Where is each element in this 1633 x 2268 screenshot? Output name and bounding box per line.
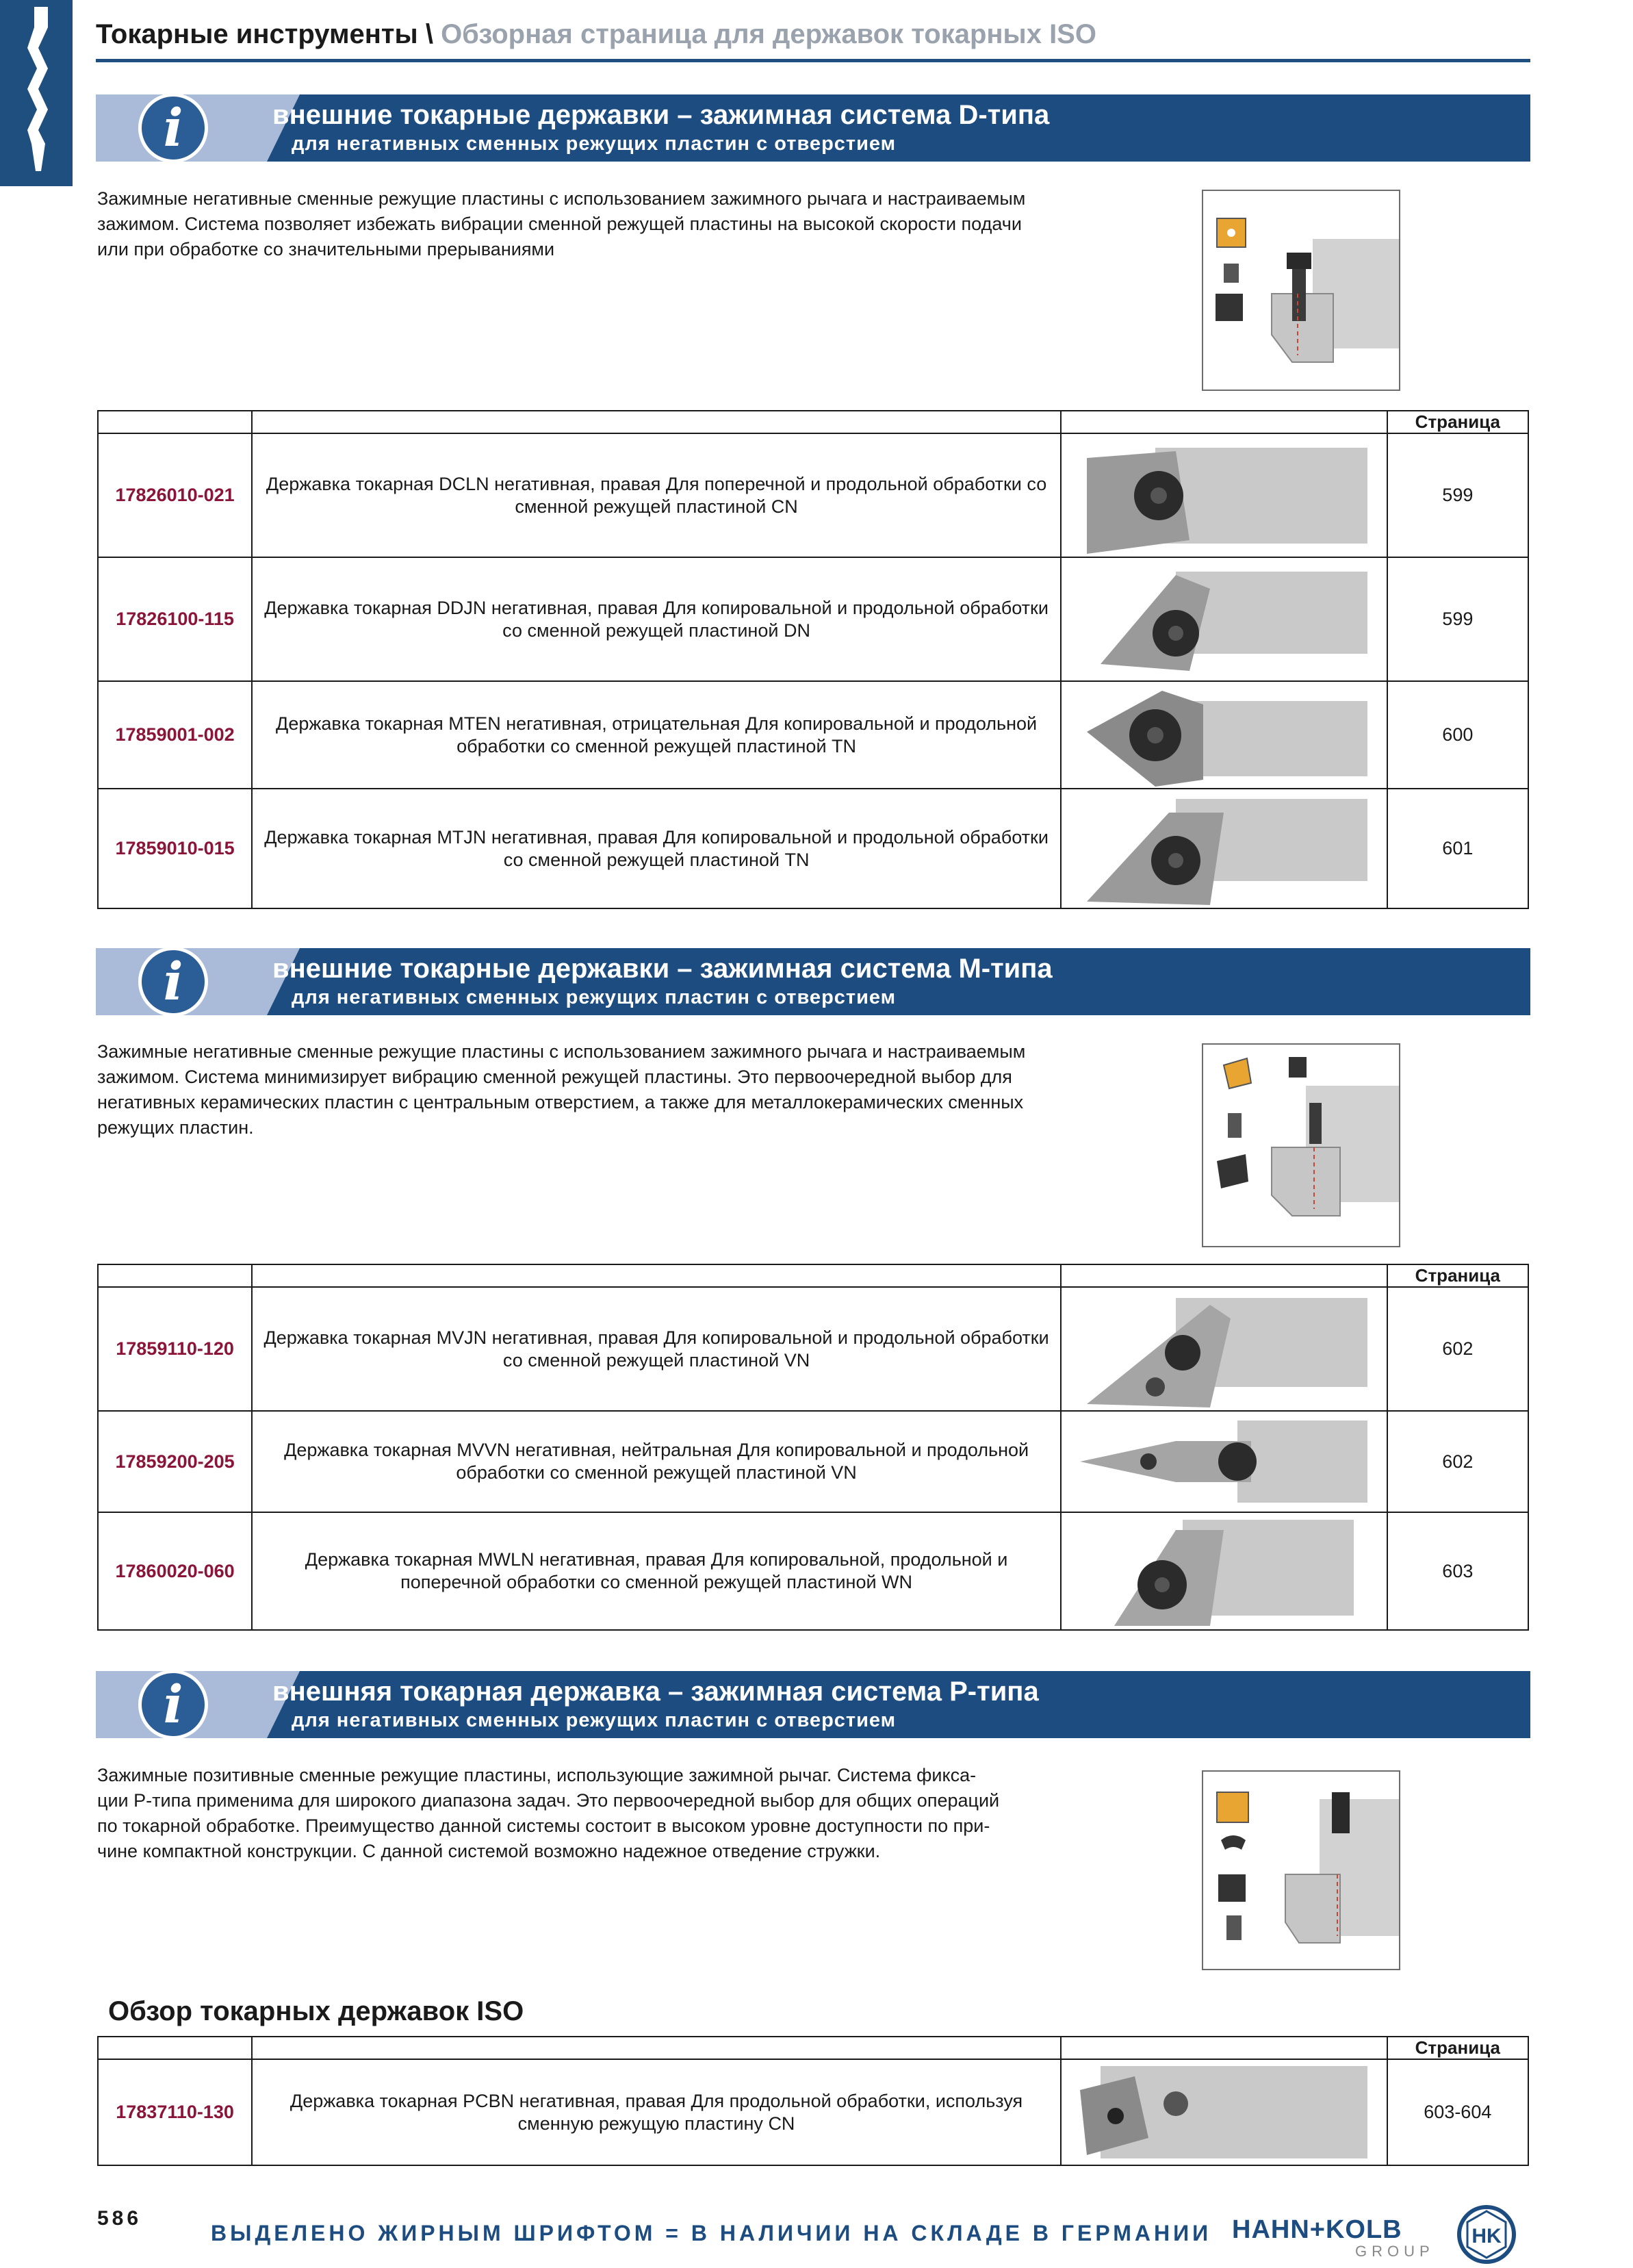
section-banner-m-type (96, 948, 1530, 1015)
intro-line: чине компактной конструкции. С данной системой возможно надежное отведение стружки. (97, 1841, 881, 1861)
product-table-m-type (97, 1264, 1529, 1631)
intro-line: зажимом. Система позволяет избежать вибрации сменной режущей пластины на высокой скорости подачи (97, 214, 1022, 234)
product-image (1061, 1411, 1387, 1512)
catalog-page: 599 (1387, 557, 1528, 681)
article-number[interactable]: 17860020-060 (98, 1512, 252, 1630)
product-description: Державка токарная MTEN негативная, отрицательная Для копировальной и продольной обработки со сменной режущей пластиной TN (252, 681, 1061, 789)
product-description: Державка токарная DCLN негативная, правая Для поперечной и продольной обработки со сменной режущей пластиной CN (252, 433, 1061, 557)
catalog-page: 602 (1387, 1411, 1528, 1512)
product-description: Державка токарная MWLN негативная, правая Для копировальной, продольной и поперечной обработки со сменной режущей пластиной WN (252, 1512, 1061, 1630)
table-row[interactable] (98, 557, 1528, 681)
section-intro-text (97, 186, 1096, 262)
catalog-page: 603-604 (1387, 2059, 1528, 2165)
article-number[interactable]: 17826010-021 (98, 433, 252, 557)
banner-title: внешняя токарная державка – зажимная система P-типа (272, 1677, 1039, 1707)
page-number: 586 (97, 2207, 142, 2230)
product-image (1061, 433, 1387, 557)
table-row[interactable] (98, 1512, 1528, 1630)
intro-line: Зажимные позитивные сменные режущие пластины, использующие зажимной рычаг. Система фикса- (97, 1765, 977, 1785)
table-row[interactable] (98, 789, 1528, 908)
intro-line: по токарной обработке. Преимущество данной системы состоит в высоком уровне доступности по при- (97, 1815, 990, 1836)
intro-line: Зажимные негативные сменные режущие пластины с использованием зажимного рычага и настраиваемым (97, 188, 1026, 209)
product-description: Державка токарная MTJN негативная, правая Для копировальной и продольной обработки со сменной режущей пластиной TN (252, 789, 1061, 908)
stock-note: ВЫДЕЛЕНО ЖИРНЫМ ШРИФТОМ = В НАЛИЧИИ НА СКЛАДЕ В ГЕРМАНИИ (211, 2221, 1212, 2245)
page-column-header: Страница (1387, 1264, 1528, 1287)
product-description: Державка токарная PCBN негативная, правая Для продольной обработки, используя сменную режущую пластину CN (252, 2059, 1061, 2165)
table-row[interactable] (98, 681, 1528, 789)
product-image (1061, 681, 1387, 789)
overview-title: Обзор токарных державок ISO (108, 1996, 524, 2026)
intro-line: режущих пластин. (97, 1117, 254, 1138)
product-table-overview (97, 2036, 1529, 2166)
product-description: Державка токарная DDJN негативная, правая Для копировальной и продольной обработки со сменной режущей пластиной DN (252, 557, 1061, 681)
brand-logo-mark (1456, 2204, 1517, 2265)
table-row[interactable] (98, 433, 1528, 557)
product-description: Державка токарная MVVN негативная, нейтральная Для копировальной и продольной обработки со сменной режущей пластиной VN (252, 1411, 1061, 1512)
banner-subtitle: для негативных сменных режущих пластин с отверстием (292, 986, 897, 1008)
article-number[interactable]: 17859001-002 (98, 681, 252, 789)
product-description: Державка токарная MVJN негативная, правая Для копировальной и продольной обработки со сменной режущей пластиной VN (252, 1287, 1061, 1411)
catalog-page: 602 (1387, 1287, 1528, 1411)
catalog-page: 599 (1387, 433, 1528, 557)
brand-logo-text: HAHN+KOLB (1232, 2215, 1402, 2244)
info-icon: i (138, 947, 208, 1017)
intro-line: Зажимные негативные сменные режущие пластины с использованием зажимного рычага и настраиваемым (97, 1041, 1026, 1062)
intro-line: ции P-типа применима для широкого диапазона задач. Это первоочередной выбор для общих операций (97, 1790, 1000, 1811)
product-image (1061, 1287, 1387, 1411)
page-column-header: Страница (1387, 2037, 1528, 2059)
clamping-diagram-d-type (1202, 190, 1400, 391)
banner-subtitle: для негативных сменных режущих пластин с отверстием (292, 1709, 897, 1731)
page-column-header: Страница (1387, 411, 1528, 433)
intro-line: негативных керамических пластин с центральным отверстием, а также для металлокерамических сменных (97, 1092, 1024, 1112)
table-row[interactable] (98, 1287, 1528, 1411)
article-number[interactable]: 17859200-205 (98, 1411, 252, 1512)
section-intro-text (97, 1763, 1096, 1864)
clamping-diagram-m-type (1202, 1043, 1400, 1247)
header-rule (96, 59, 1530, 62)
header-subtitle: Обзорная страница для державок токарных ISO (441, 19, 1096, 49)
header-title: Токарные инструменты (96, 19, 418, 49)
article-number[interactable]: 17859010-015 (98, 789, 252, 908)
page-header (96, 19, 1096, 50)
article-number[interactable]: 17826100-115 (98, 557, 252, 681)
banner-subtitle: для негативных сменных режущих пластин с отверстием (292, 133, 897, 155)
product-table-d-type (97, 410, 1529, 909)
product-image (1061, 557, 1387, 681)
intro-line: зажимом. Система минимизирует вибрацию сменной режущей пластины. Это первоочередной выбор для (97, 1067, 1012, 1087)
logo-mark-text: HK (1471, 2225, 1502, 2247)
intro-line: или при обработке со значительными прерываниями (97, 239, 555, 259)
info-icon: i (138, 93, 208, 163)
catalog-page: 603 (1387, 1512, 1528, 1630)
product-image (1061, 1512, 1387, 1630)
section-intro-text (97, 1039, 1096, 1141)
banner-title: внешние токарные державки – зажимная система D-типа (272, 100, 1050, 130)
clamping-diagram-p-type (1202, 1770, 1400, 1970)
section-banner-p-type (96, 1671, 1530, 1738)
catalog-page: 601 (1387, 789, 1528, 908)
chapter-tab (0, 0, 73, 186)
product-image (1061, 789, 1387, 908)
table-row[interactable] (98, 1411, 1528, 1512)
article-number[interactable]: 17837110-130 (98, 2059, 252, 2165)
header-separator: \ (425, 19, 433, 49)
drill-icon (0, 0, 73, 186)
section-banner-d-type (96, 94, 1530, 162)
article-number[interactable]: 17859110-120 (98, 1287, 252, 1411)
banner-title: внешние токарные державки – зажимная система M-типа (272, 954, 1053, 984)
product-image (1061, 2059, 1387, 2165)
catalog-page: 600 (1387, 681, 1528, 789)
brand-logo-group: GROUP (1355, 2243, 1435, 2260)
info-icon: i (138, 1670, 208, 1740)
table-row[interactable] (98, 2059, 1528, 2165)
